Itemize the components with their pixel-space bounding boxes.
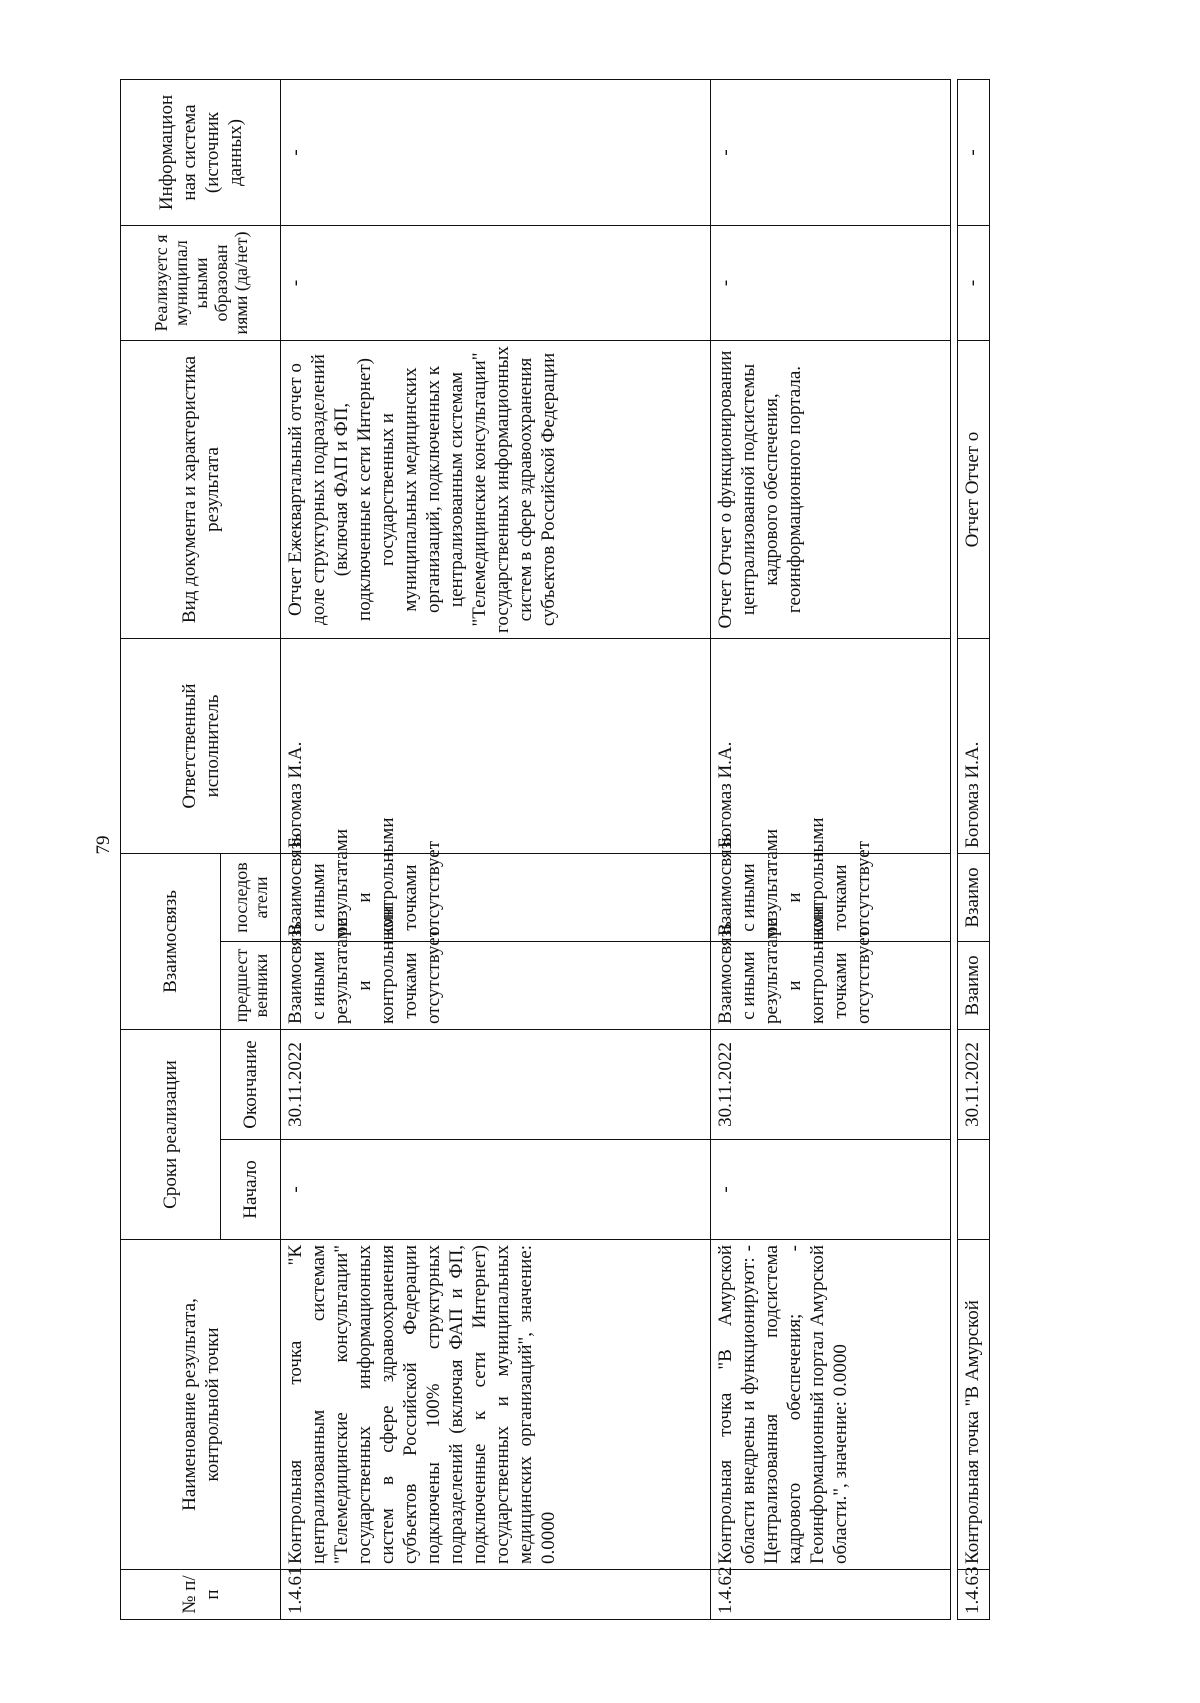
row-start: [958, 1140, 990, 1240]
row-document: Отчет Отчет о функционировании централизованной подсистемы кадрового обеспечения, геоинформационного портала.: [711, 341, 951, 639]
rotated-page-content: [120, 80, 1200, 1620]
table-row: [281, 80, 711, 1620]
row-name: Контрольная точка "В Амурской области внедрены и функционируют: - Централизованная подсистема кадрового обеспечения; - Геоинформационный портал Амурской области.", значение: 0.0000: [711, 1240, 951, 1570]
row-document: Отчет Отчет о: [958, 341, 990, 639]
header-end: Окончание: [221, 1030, 281, 1140]
row-number: 1.4.63: [958, 1570, 990, 1620]
table-row: [711, 80, 951, 1620]
row-name: Контрольная точка "К централизованным системам "Телемедицинские консультации" государственных информационных систем в сфере здравоохранения субъектов Российской Федерации подключены 100% структурных подразделений (включая ФАП и ФП, подключенные к сети Интернет) государственных и муниципальных медицинских организаций", значение: 0.0000: [281, 1240, 711, 1570]
row-responsible: Богомаз И.А.: [958, 639, 990, 854]
plan-table: [120, 79, 990, 1620]
table-header: [121, 80, 281, 1620]
row-municipal: -: [711, 226, 951, 341]
row-end: 30.11.2022: [711, 1030, 951, 1140]
row-start: -: [711, 1140, 951, 1240]
row-start: -: [281, 1140, 711, 1240]
row-successors: Взаимосвязь с иными результатами и контрольными точками отсутствует: [281, 854, 711, 942]
page-number: 79: [93, 835, 114, 855]
header-successors: последов атели: [221, 854, 281, 942]
row-number: 1.4.62: [711, 1570, 951, 1620]
header-document: Вид документа и характеристика результата: [121, 341, 281, 639]
row-name: Контрольная точка "В Амурской: [958, 1240, 990, 1570]
row-successors: Взаимо: [958, 854, 990, 942]
row-municipal: -: [281, 226, 711, 341]
header-info-system: Информацион ная система (источник данных): [121, 80, 281, 226]
row-end: 30.11.2022: [281, 1030, 711, 1140]
row-successors: Взаимосвязь с иными результатами и контрольными точками отсутствует: [711, 854, 951, 942]
header-num: № п/п: [121, 1570, 281, 1620]
header-name: Наименование результата, контрольной точки: [121, 1240, 281, 1570]
header-relation: Взаимосвязь: [121, 854, 221, 1030]
row-info-system: -: [281, 80, 711, 226]
row-predecessors: Взаимосвязь с иными результатами и контрольными точками отсутствует: [711, 942, 951, 1030]
row-responsible: Богомаз И.А.: [281, 639, 711, 854]
row-end: 30.11.2022: [958, 1030, 990, 1140]
header-start: Начало: [221, 1140, 281, 1240]
row-info-system: -: [711, 80, 951, 226]
table-row: [958, 80, 990, 1620]
header-dates: Сроки реализации: [121, 1030, 221, 1240]
header-municipal: Реализуетс я муниципал ьными образован иями (да/нет): [121, 226, 281, 341]
row-number: 1.4.61: [281, 1570, 711, 1620]
row-responsible: Богомаз И.А.: [711, 639, 951, 854]
row-municipal: -: [958, 226, 990, 341]
row-document: Отчет Ежеквартальный отчет о доле структурных подразделений (включая ФАП и ФП, подключенные к сети Интернет) государственных и муниципальных медицинских организаций, подключенных к централизованным системам "Телемедицинские консультации" государственных информационных систем в сфере здравоохранения субъектов Российской Федерации: [281, 341, 711, 639]
header-predecessors: предшест венники: [221, 942, 281, 1030]
row-predecessors: Взаимосвязь с иными результатами и контрольными точками отсутствует: [281, 942, 711, 1030]
row-predecessors: Взаимо: [958, 942, 990, 1030]
row-info-system: -: [958, 80, 990, 226]
header-responsible: Ответственный исполнитель: [121, 639, 281, 854]
